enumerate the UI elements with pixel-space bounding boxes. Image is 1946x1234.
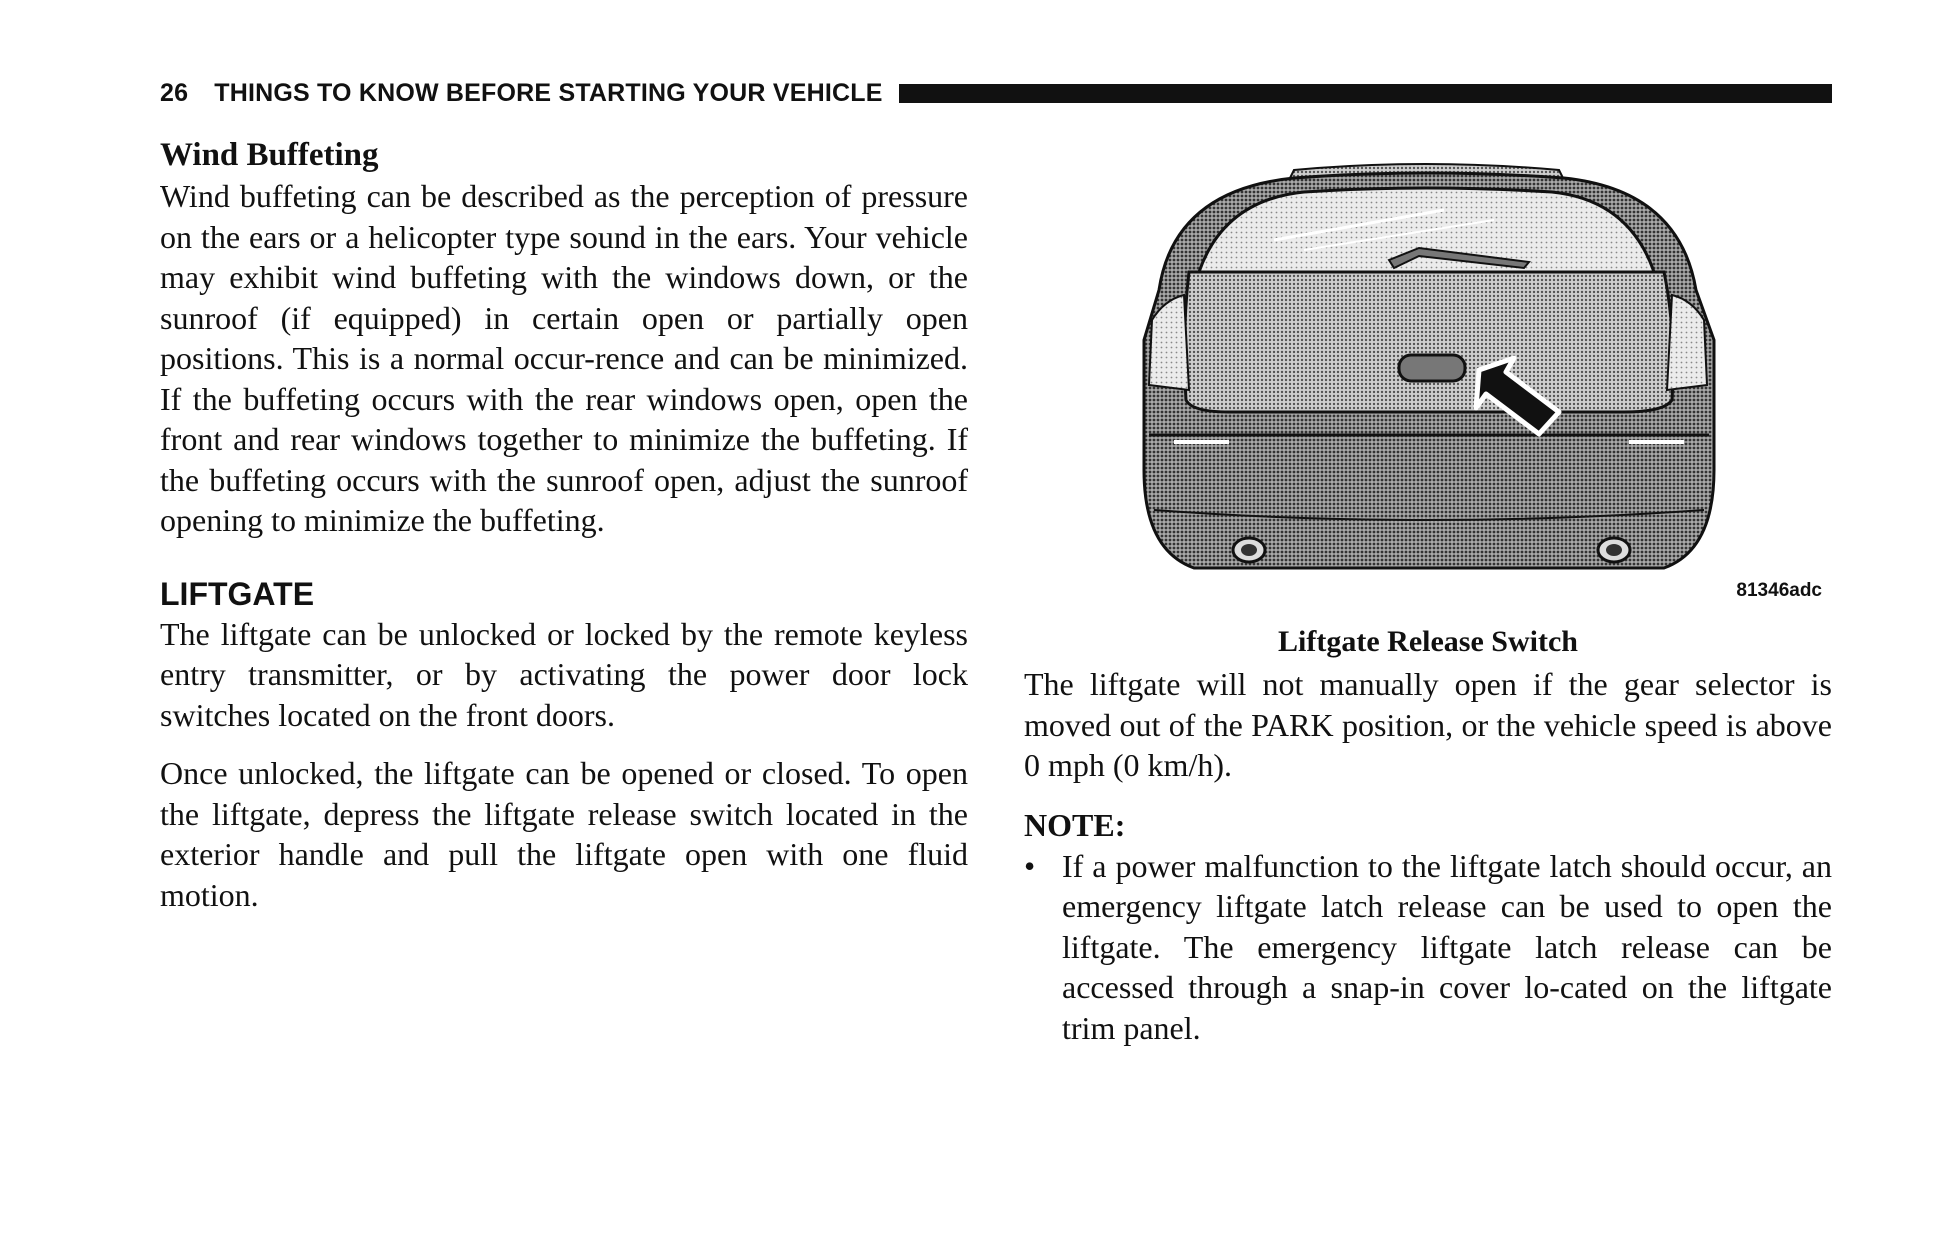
liftgate-para-2: Once unlocked, the liftgate can be opened or closed. To open the liftgate, depress the liftgate release switch located in the exterior handle and pull the liftgate open with one fluid motion. [160,755,968,913]
note-bullet-text: If a power malfunction to the liftgate latch should occur, an emergency liftgate latch release can be used to open the liftgate. The emergency liftgate latch release can be accessed through a snap-in cover lo-cated on the liftgate trim panel. [1062,847,1832,1046]
liftgate-figure [1024,150,1832,612]
header-rule [899,84,1832,103]
note-bullet-item [1024,846,1832,1049]
left-column [160,134,968,915]
page-header [160,80,1832,106]
bullet-icon: • [1024,847,1036,884]
liftgate-heading: LIFTGATE [160,575,315,612]
wind-buffeting-body: Wind buffeting can be described as the perception of pressure on the ears or a helicopter type sound in the ears. Your vehicle may exhibit wind buffeting with the windows down, or the sunroof (if equipped) in certain open or partially open positions. This is a normal occur-rence and can be minimized. If the buffeting occurs with the rear windows open, open the front and rear windows together to minimize the buffeting. If the buffeting occurs with the sunroof open, adjust the sunroof opening to minimize the buffeting. [160,178,968,538]
note-heading: NOTE: [1024,806,1126,843]
right-column [1024,150,1832,1048]
wind-buffeting-heading: Wind Buffeting [160,137,379,173]
chapter-title: THINGS TO KNOW BEFORE STARTING YOUR VEHICLE [214,78,883,107]
figure-code: 81346adc [1736,580,1822,601]
liftgate-para-1: The liftgate can be unlocked or locked by the remote keyless entry transmitter, or by activating the power door lock switches located on the front doors. [160,615,968,733]
gear-selector-para: The liftgate will not manually open if the gear selector is moved out of the PARK position, or the vehicle speed is above 0 mph (0 km/h). [1024,666,1832,783]
figure-caption: Liftgate Release Switch [1278,625,1578,658]
vehicle-rear-illustration [1024,150,1832,612]
page-number: 26 [160,78,189,107]
